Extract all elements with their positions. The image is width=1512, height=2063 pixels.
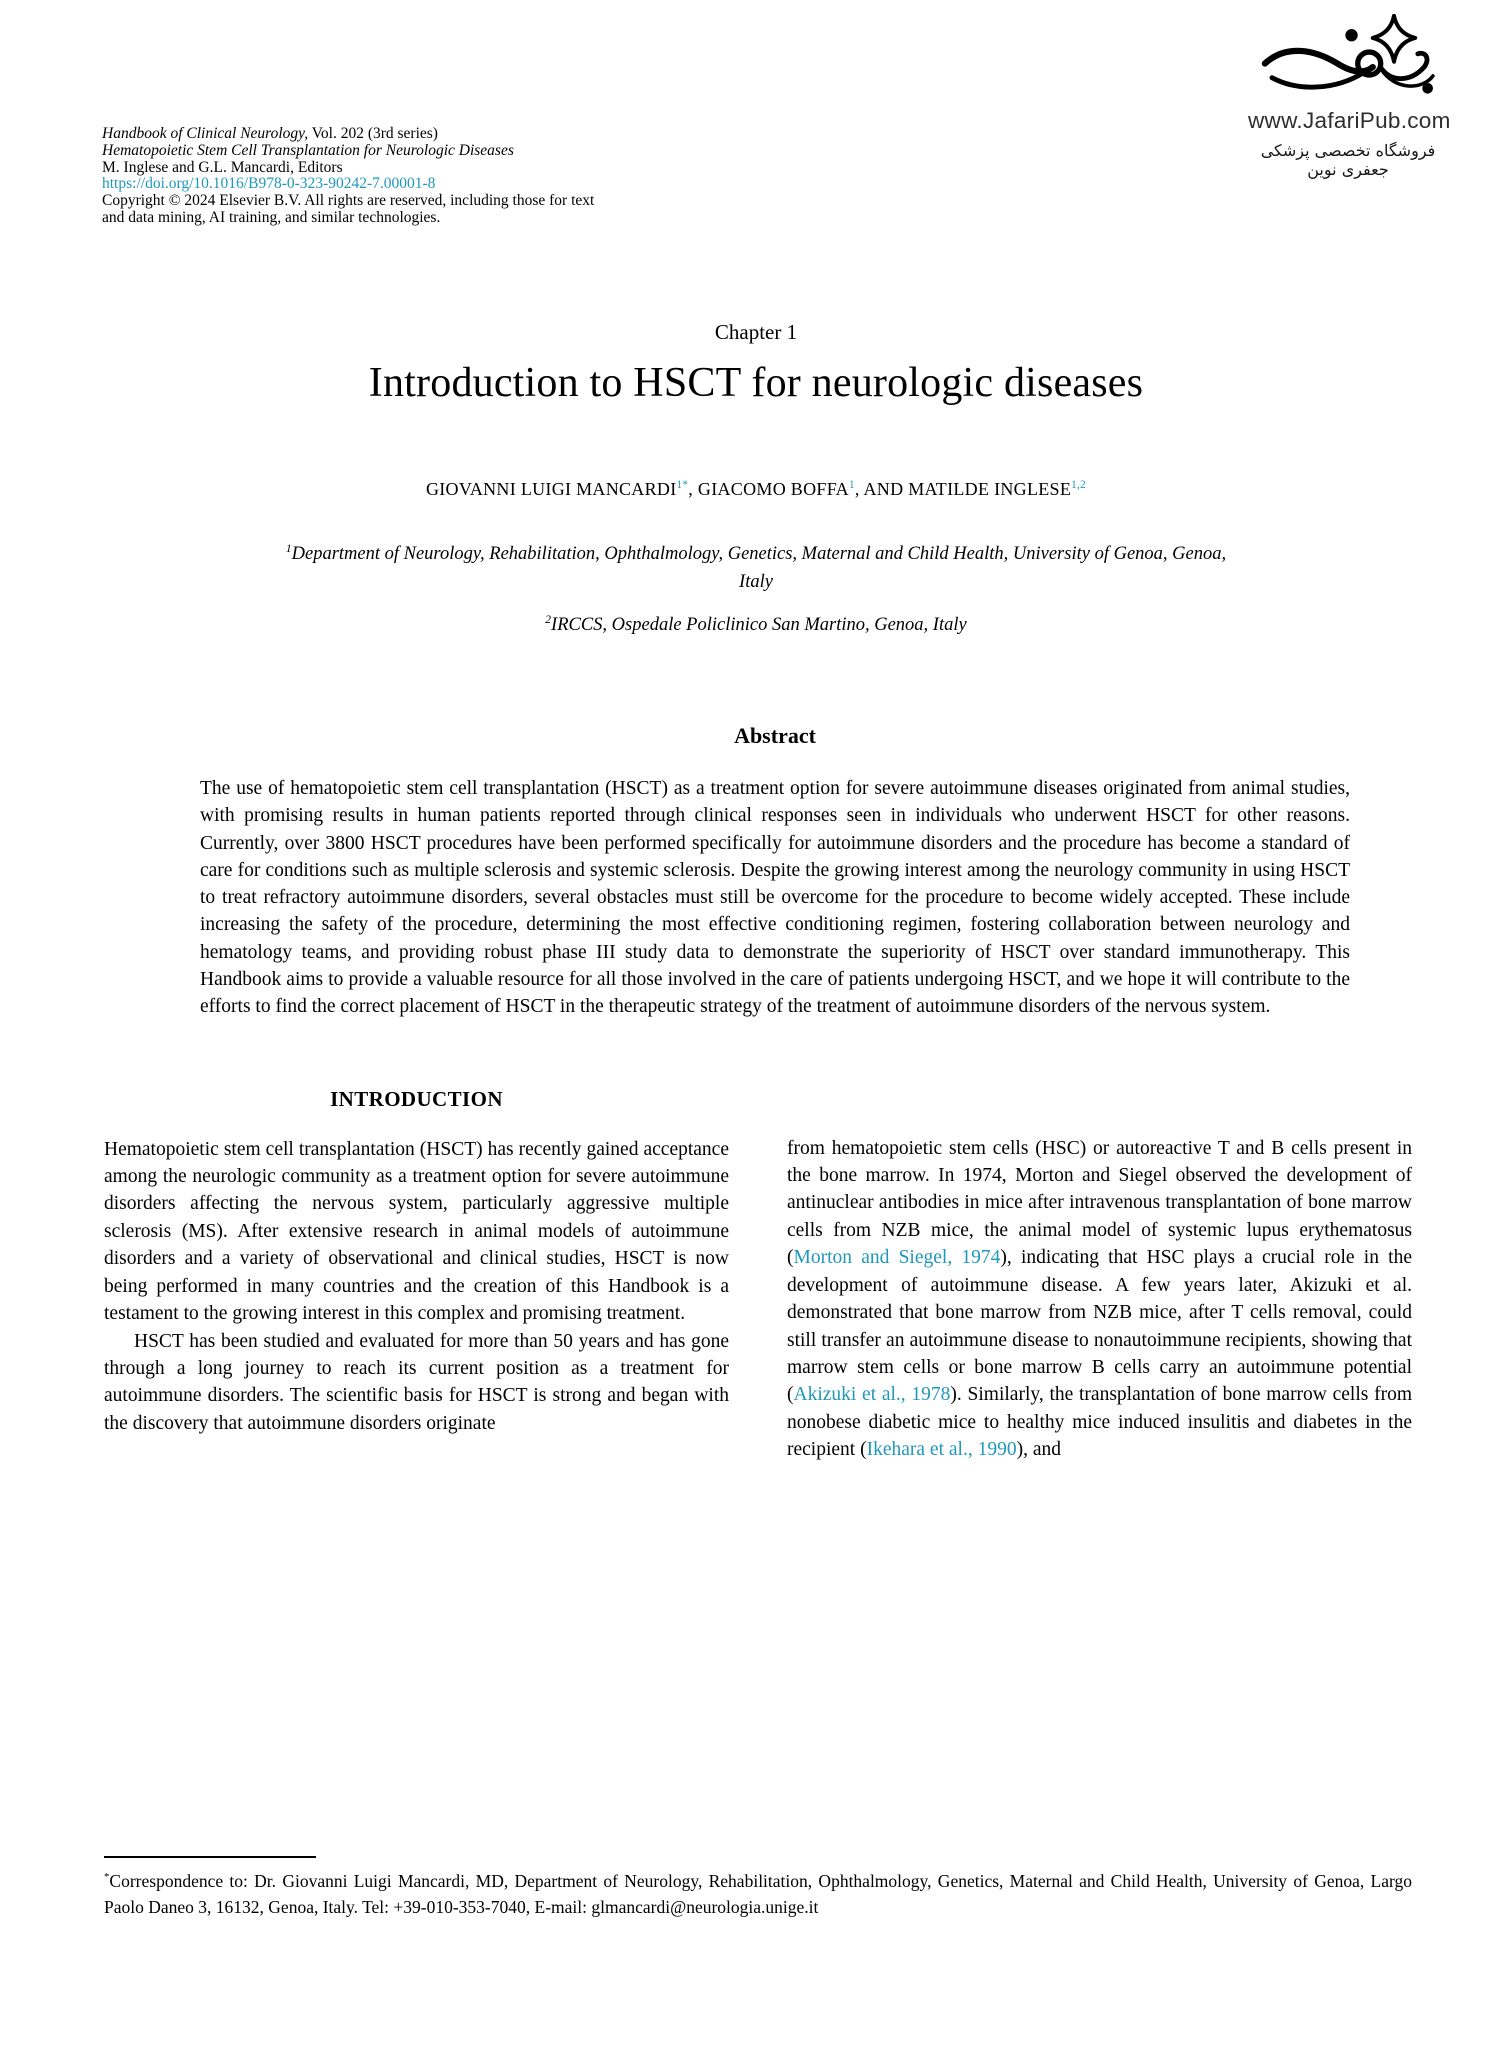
introduction-heading: INTRODUCTION <box>330 1086 503 1111</box>
copyright-line-1: Copyright © 2024 Elsevier B.V. All rights are reserved, including those for text <box>102 192 595 210</box>
right-text-segment-1: from hematopoietic stem cells (HSC) or autoreactive T and B cells present in the bone marrow. In 1974, Morton and Siegel observed the development of antinuclear antibodies in mice after intravenous transplantation of bone marrow cells from NZB mice, the animal model of systemic lupus erythematosus ( <box>787 1137 1412 1269</box>
right-text-segment-2: ), indicating that HSC plays a crucial role in the development of autoimmune disease. A few years later, Akizuki et al. demonstrated that bone marrow from NZB mice, after T cells removal, could still transfer an autoimmune disease to nonautoimmune recipients, showing that marrow stem cells or bone marrow B cells carry an autoimmune potential ( <box>787 1247 1412 1406</box>
chapter-label: Chapter 1 <box>714 320 798 344</box>
imprint-block <box>102 126 594 227</box>
footnote-text <box>104 1868 1412 1920</box>
citation-link-ikehara-1990[interactable]: Ikehara et al., 1990 <box>866 1439 1017 1461</box>
affiliation-1-superscript: 1 <box>285 542 292 555</box>
chapter-title: Introduction to HSCT for neurologic diseases <box>368 360 1144 406</box>
author-3-superscript: 1,2 <box>1071 479 1087 491</box>
jafari-pub-logo-icon <box>1259 14 1437 106</box>
copyright-line-2: and data mining, AI training, and similar technologies. <box>102 208 441 226</box>
body-columns <box>104 1087 1412 1464</box>
right-text-segment-3: ). Similarly, the transplantation of bone marrow cells from nonobese diabetic mice to healthy mice induced insulitis and diabetes in the recipient ( <box>787 1384 1412 1461</box>
citation-link-morton-siegel-1974[interactable]: Morton and Siegel, 1974 <box>793 1247 1001 1269</box>
affiliation-2-superscript: 2 <box>545 613 552 626</box>
affiliation-2-text: IRCCS, Ospedale Policlinico San Martino, Genoa, Italy <box>551 615 967 635</box>
citation-link-akizuki-1978[interactable]: Akizuki et al., 1978 <box>793 1384 951 1406</box>
abstract-section <box>200 723 1350 1021</box>
author-3-name: MATILDE INGLESE <box>908 479 1072 499</box>
affiliation-2 <box>0 611 1512 639</box>
authors-line <box>0 479 1512 500</box>
author-2-name: GIACOMO BOFFA <box>697 479 849 499</box>
footnote-rule <box>104 1856 316 1858</box>
abstract-body: The use of hematopoietic stem cell transplantation (HSCT) as a treatment option for severe autoimmune diseases originated from animal studies, with promising results in human patients reported through clinical responses seen in individuals who underwent HSCT for other reasons. Currently, over 3800 HSCT procedures have been performed specifically for autoimmune disorders and the procedure has become a standard of care for conditions such as multiple sclerosis and systemic sclerosis. Despite the growing interest among the neurology community in using HSCT to treat refractory autoimmune disorders, several obstacles must still be overcome for the procedure to become widely accepted. These include increasing the safety of the procedure, determining the most effective conditioning regimen, fostering collaboration between neurology and hematology teams, and providing robust phase III study data to demonstrate the superiority of HSCT over standard immunotherapy. This Handbook aims to provide a valuable resource for all those involved in the care of patients undergoing HSCT, and we hope it will contribute to the efforts to find the correct placement of HSCT in the therapeutic strategy of the treatment of autoimmune disorders of the nervous system. <box>200 778 1350 1018</box>
footnote-body: Correspondence to: Dr. Giovanni Luigi Mancardi, MD, Department of Neurology, Rehabilitation, Ophthalmology, Genetics, Maternal and Child Health, University of Genoa, Largo Paolo Daneo 3, 16132, Genoa, Italy. Tel: +39-010-353-7040, E-mail: glmancardi@neurologia.unige.it <box>104 1871 1412 1917</box>
affiliations-block <box>0 540 1512 639</box>
author-separator-2: , AND <box>854 479 909 499</box>
series-volume: Vol. 202 (3rd series) <box>308 125 438 142</box>
publisher-block <box>1248 14 1451 179</box>
series-line <box>102 126 594 143</box>
abstract-heading: Abstract <box>734 723 816 748</box>
footnote-marker: * <box>104 1871 110 1884</box>
correspondence-footnote <box>104 1856 1412 1920</box>
right-column <box>787 1087 1412 1464</box>
editors-line: M. Inglese and G.L. Mancardi, Editors <box>102 158 343 176</box>
doi-link[interactable]: https://doi.org/10.1016/B978-0-323-90242-7.00001-8 <box>102 175 436 193</box>
author-separator-1: , <box>688 479 698 499</box>
author-1-superscript: 1* <box>676 479 689 491</box>
masthead <box>0 0 1512 232</box>
publisher-website: www.JafariPub.com <box>1248 108 1451 133</box>
series-title: Handbook of Clinical Neurology, <box>102 125 309 142</box>
left-column <box>104 1087 729 1464</box>
right-text-segment-4: ), and <box>1016 1439 1061 1461</box>
intro-paragraph-2: HSCT has been studied and evaluated for more than 50 years and has gone through a long journey to reach its current position as a treatment for autoimmune disorders. The scientific basis for HSCT is strong and began with the discovery that autoimmune disorders originate <box>104 1330 729 1434</box>
author-2-superscript: 1 <box>848 479 855 491</box>
author-1-name: GIOVANNI LUIGI MANCARDI <box>425 479 677 499</box>
intro-paragraph-3 <box>787 1135 1412 1464</box>
publisher-persian-caption: فروشگاه تخصصی پزشکی جعفری نوین <box>1260 141 1436 179</box>
affiliation-1 <box>281 540 1231 596</box>
affiliation-1-text: Department of Neurology, Rehabilitation, Ophthalmology, Genetics, Maternal and Child Health, University of Genoa, Genoa, Italy <box>291 544 1227 592</box>
book-title: Hematopoietic Stem Cell Transplantation for Neurologic Diseases <box>102 141 514 159</box>
intro-paragraph-1: Hematopoietic stem cell transplantation (HSCT) has recently gained acceptance among the neurologic community as a treatment option for severe autoimmune disorders affecting the nervous system, particularly aggressive multiple sclerosis (MS). After extensive research in animal models of autoimmune disorders and a variety of observational and clinical studies, HSCT is now being performed in many countries and the creation of this Handbook is a testament to the growing interest in this complex and promising treatment. <box>104 1138 729 1325</box>
